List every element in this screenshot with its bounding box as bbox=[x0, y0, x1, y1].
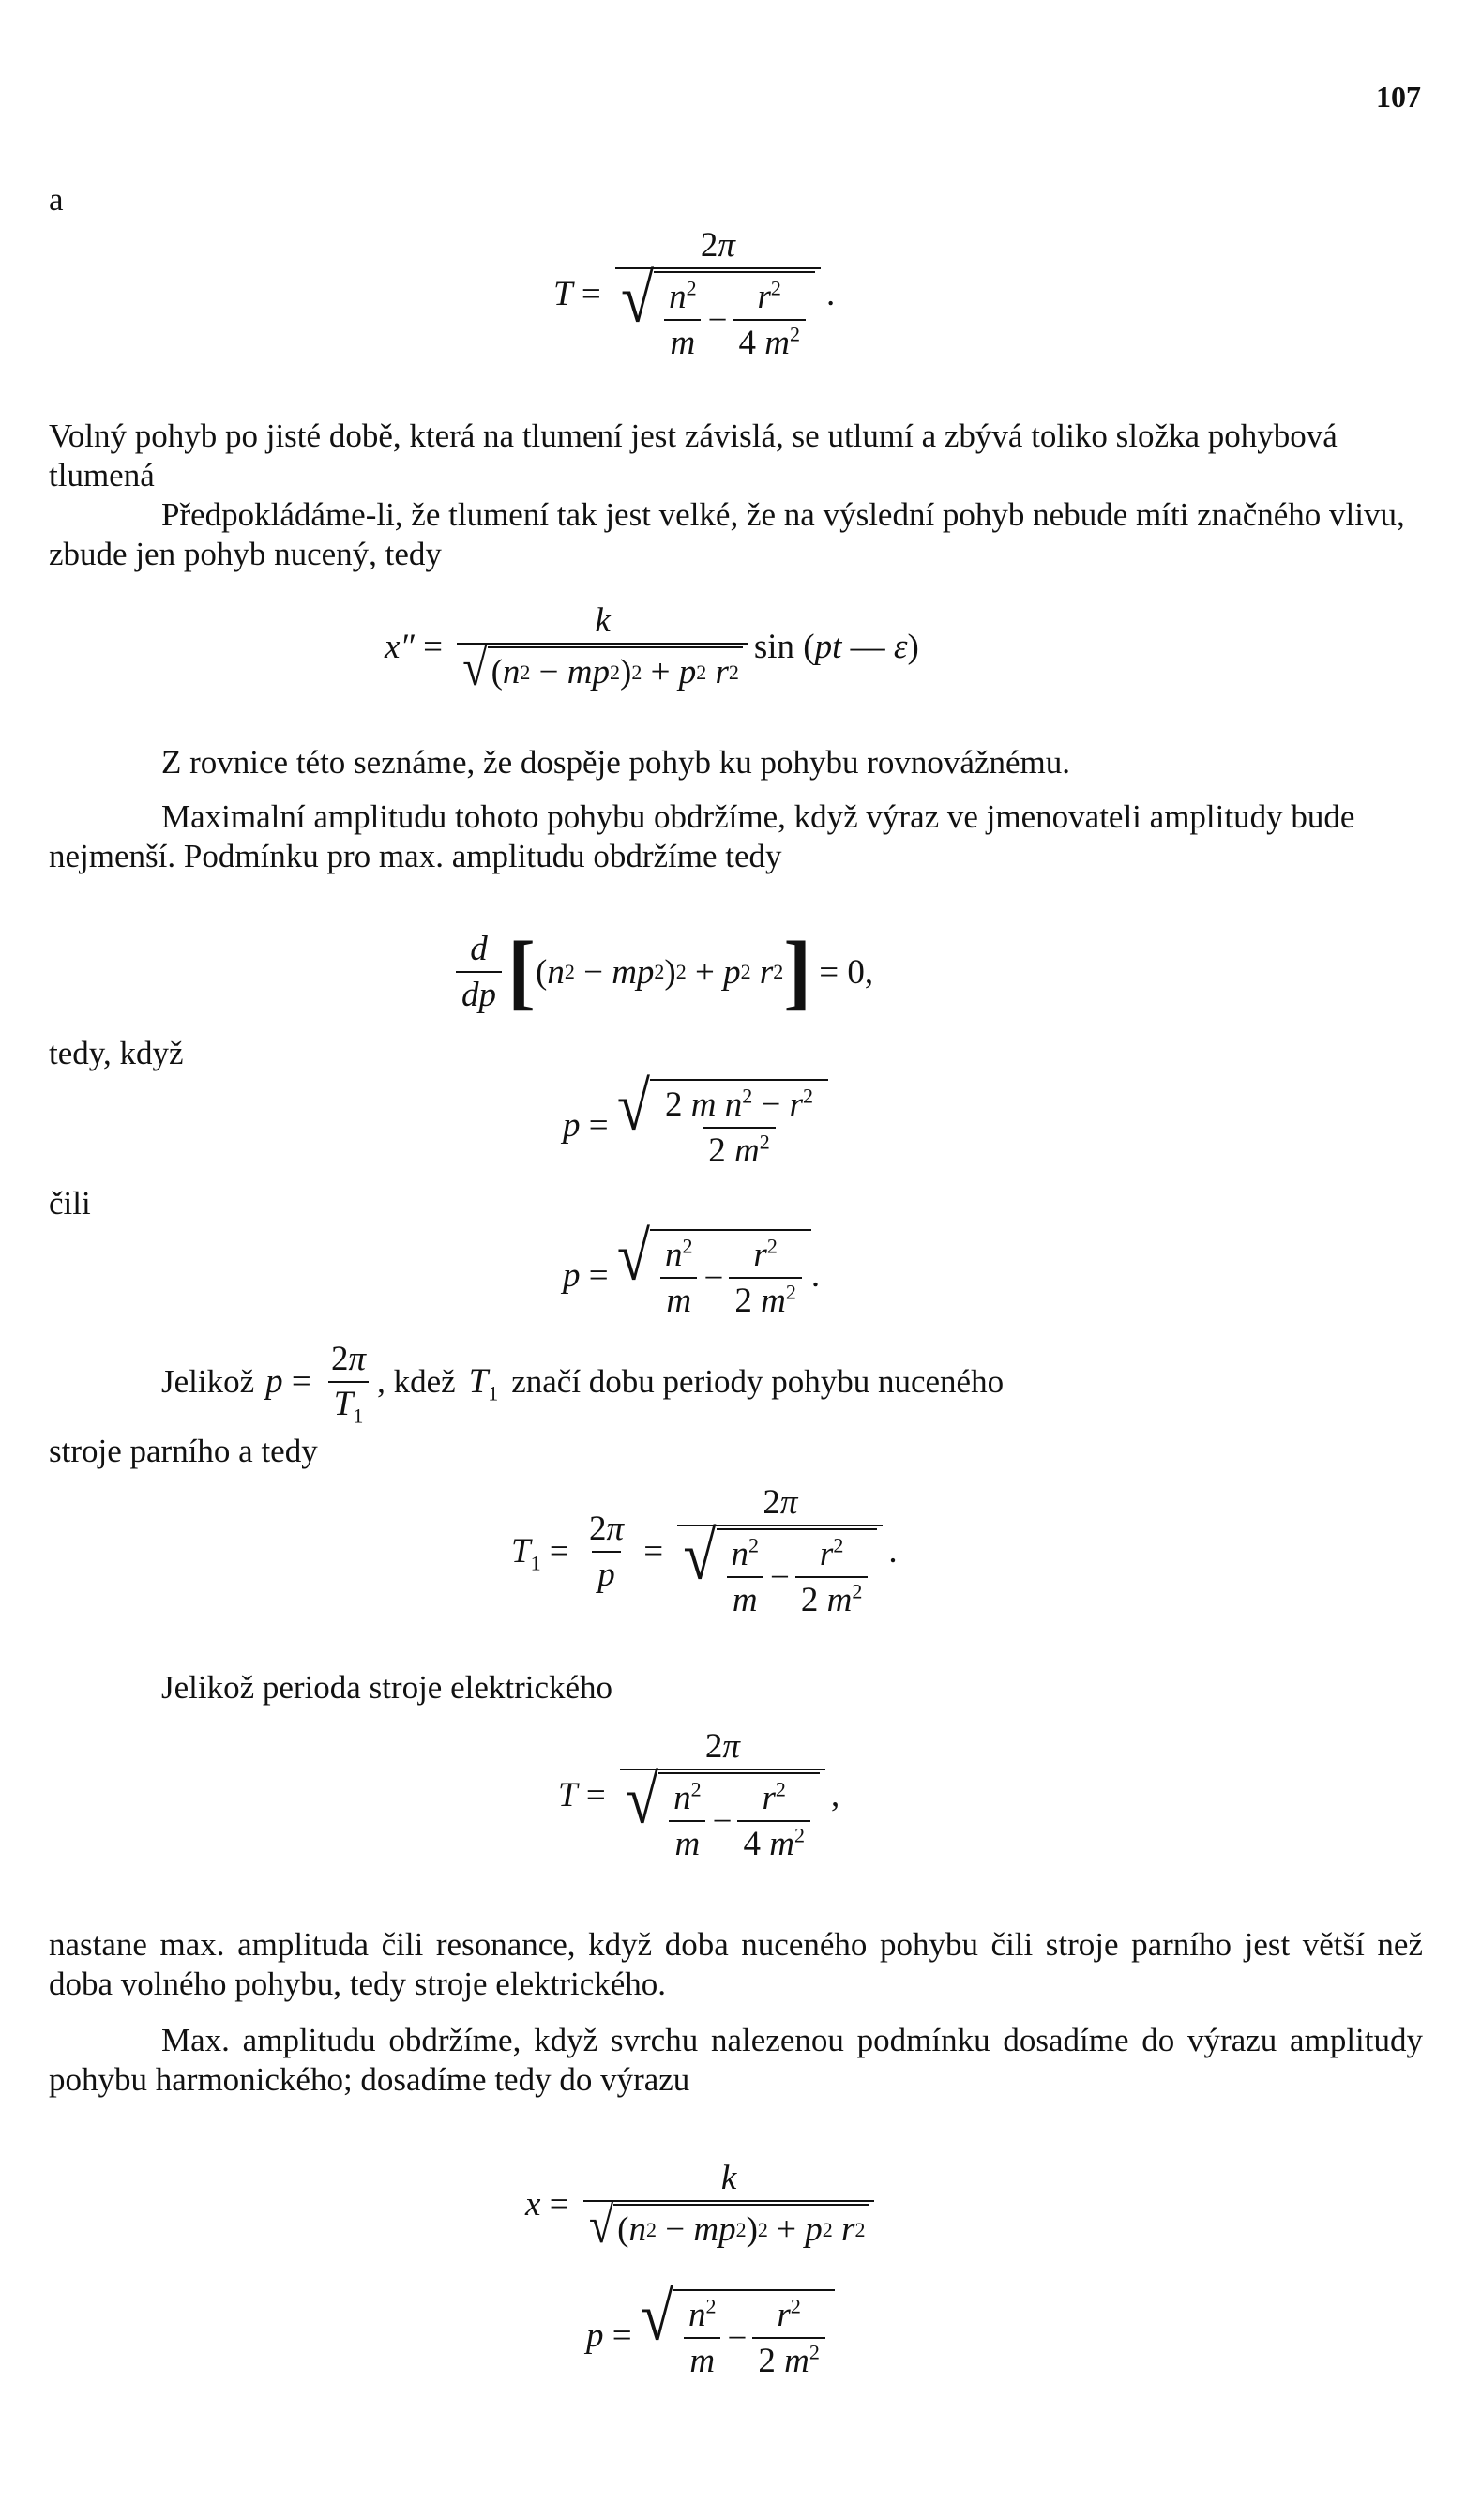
paragraph-equilibrium: Z rovnice této seznáme, že dospěje pohyb ku pohybu rovnovážnému. bbox=[161, 744, 1071, 781]
paragraph-forced-motion: Předpokládáme-li, že tlumení tak jest velké, že na výslední pohyb nebude míti značného vlivu, zbude jen pohyb nucený, tedy bbox=[49, 496, 1405, 572]
page-number: 107 bbox=[1376, 80, 1421, 114]
equation-forced-displacement: x″ = k √ ( n 2 − mp 2 ) 2 + p 2 r 2 sin ( pt — ε ) bbox=[385, 601, 919, 697]
paragraph-substitute: Max. amplitudu obdržíme, když svrchu nalezenou podmínku dosadíme do výrazu amplitudy pohybu harmonického; dosadíme tedy do výrazu bbox=[49, 2022, 1423, 2098]
jelikoz-end: značí dobu periody pohybu nuceného bbox=[511, 1363, 1005, 1400]
equation-period-forced: $T_1$ = $\frac{2\pi}{p}$ = 2π √ $\frac{n^2}{m}$ − $\frac{r^2}{2 m^2}$ . bbox=[511, 1483, 898, 1619]
paragraph-jelikoz-line2: stroje parního a tedy bbox=[49, 1433, 318, 1469]
sin-label: sin bbox=[753, 627, 795, 666]
jelikoz-mid: , kdež bbox=[377, 1363, 456, 1400]
equation-derivative-condition: $\frac{d}{dp}$ [ ( n 2 − mp 2 ) 2 + p 2 r 2 ] = 0, bbox=[450, 929, 873, 1015]
equation-resonant-p-3: p = √ $\frac{n^2}{m}$ − $\frac{r^2}{2 m^2}$ bbox=[586, 2289, 835, 2381]
paragraph-jelikoz-period: Jelikož p = $\frac{2\pi}{T_1}$ , kdež $T_1$ značí dobu periody pohybu nuceného bbox=[161, 1340, 1005, 1428]
paragraph-free-motion: Volný pohyb po jisté době, která na tlumení jest závislá, se utlumí a zbývá toliko složka pohybová tlumená bbox=[49, 417, 1338, 493]
equals-zero: = 0, bbox=[819, 952, 874, 992]
equation-amplitude: x = k √ ( n 2 − mp 2 ) 2 + p 2 r 2 bbox=[525, 2158, 880, 2250]
label-tedy-kdyz: tedy, když bbox=[49, 1035, 184, 1071]
paragraph-electric-period: Jelikož perioda stroje elektrického bbox=[161, 1669, 613, 1706]
label-cili: čili bbox=[49, 1185, 91, 1222]
equation-resonant-p-2: p = √ $\frac{n^2}{m}$ − $\frac{r^2}{2 m^2}$ . bbox=[563, 1218, 821, 1320]
equation-period-electric: T = 2π √ $\frac{n^2}{m}$ − $\frac{r^2}{4 m^2}$ , bbox=[558, 1727, 840, 1863]
jelikoz-start: Jelikož bbox=[161, 1363, 255, 1400]
equation-resonant-p-1: p = √ $\frac{2 m n^2 - r^2}{2 m^2}$ bbox=[563, 1079, 828, 1171]
paragraph-resonance: nastane max. amplituda čili resonance, když doba nuceného pohybu čili stroje parního jest větší než doba volného pohybu, tedy stroje elektrického. bbox=[49, 1926, 1423, 2002]
equation-period-free: T = 2π √ $\frac{n^2}{m}$ − $\frac{r^2}{4 m^2}$ . bbox=[553, 226, 836, 362]
lead-letter: a bbox=[49, 181, 64, 218]
paragraph-max-amplitude: Maximalní amplitudu tohoto pohybu obdržíme, když výraz ve jmenovateli amplitudy bude nejmenší. Podmínku pro max. amplitudu obdržíme tedy bbox=[49, 798, 1355, 874]
